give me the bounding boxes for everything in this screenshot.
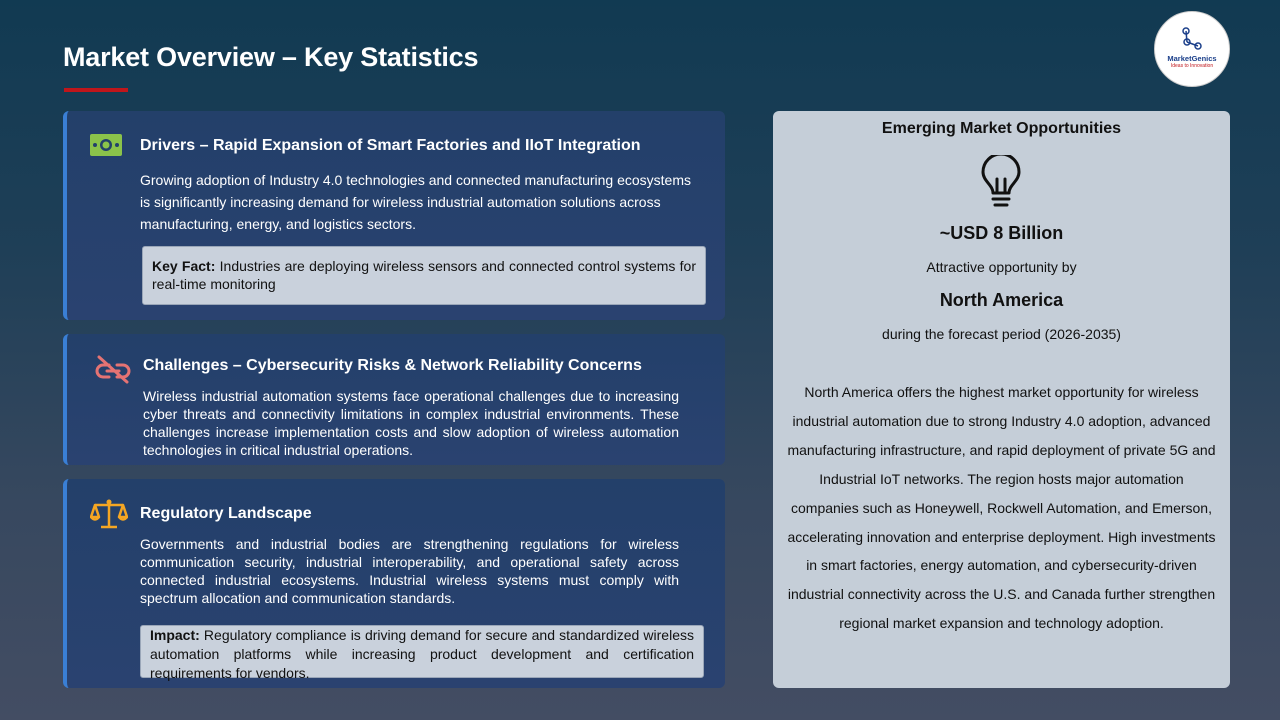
logo-name: MarketGenics bbox=[1167, 54, 1217, 63]
drivers-body: Growing adoption of Industry 4.0 technologies and connected manufacturing ecosystems is significantly increasing demand for wireless industrial automation solutions across manufacturing, energy, and logistics sectors. bbox=[140, 172, 691, 232]
regulatory-heading: Regulatory Landscape bbox=[140, 505, 312, 522]
opportunity-region: North America bbox=[939, 290, 1064, 310]
logo-tagline: Ideas to Innovation bbox=[1170, 63, 1214, 69]
challenges-heading: Challenges – Cybersecurity Risks & Network Reliability Concerns bbox=[143, 357, 642, 374]
forecast-period: during the forecast period (2026-2035) bbox=[882, 326, 1121, 342]
page-title: Market Overview – Key Statistics bbox=[63, 42, 479, 72]
opportunity-by: Attractive opportunity by bbox=[926, 259, 1077, 275]
broken-link-icon bbox=[94, 354, 132, 384]
network-icon bbox=[1178, 26, 1206, 54]
opportunity-description: North America offers the highest market opportunity for wireless industrial automation due to strong Industry 4.0 adoption, advanced manufacturing infrastructure, and rapid deployment of private 5G and Industrial IoT networks. The region hosts major automation companies such as Honeywell, Rockwell Automation, and Emerson, accelerating innovation and enterprise deployment. High investments in smart factories, energy automation, and cybersecurity-driven industrial connectivity across the U.S. and Canada further strengthen regional market expansion and technology adoption. bbox=[787, 384, 1216, 632]
regulatory-body: Governments and industrial bodies are strengthening regulations for wireless communication security, industrial interoperability, and operational safety across connected industrial ecosystems. Industrial wireless systems must comply with spectrum allocation and communication standards. bbox=[140, 536, 679, 606]
key-fact-text: Industries are deploying wireless sensors and connected control systems for real-time monitoring bbox=[152, 258, 696, 292]
opportunity-panel bbox=[773, 111, 1230, 688]
challenges-body: Wireless industrial automation systems face operational challenges due to increasing cyber threats and connectivity limitations in complex industrial environments. These challenges increase implementation costs and slow adoption of wireless automation technologies in critical industrial operations. bbox=[143, 388, 679, 458]
impact-box bbox=[140, 625, 704, 681]
money-icon bbox=[89, 133, 123, 157]
opportunity-title: Emerging Market Opportunities bbox=[881, 120, 1122, 137]
impact-label: Impact: bbox=[150, 627, 200, 643]
key-fact-label: Key Fact: bbox=[152, 258, 216, 274]
challenges-card bbox=[63, 334, 725, 465]
impact-text: Regulatory compliance is driving demand for secure and standardized wireless automation platforms while increasing product development and certification requirements for vendors. bbox=[150, 627, 694, 681]
regulatory-card bbox=[63, 479, 725, 688]
key-fact-box bbox=[142, 246, 706, 305]
opportunity-value: ~USD 8 Billion bbox=[939, 223, 1064, 243]
company-logo bbox=[1154, 11, 1230, 87]
lightbulb-icon bbox=[979, 155, 1023, 211]
title-underline bbox=[64, 88, 128, 92]
scales-icon bbox=[90, 498, 128, 530]
drivers-heading: Drivers – Rapid Expansion of Smart Factories and IIoT Integration bbox=[140, 137, 641, 154]
drivers-card bbox=[63, 111, 725, 320]
